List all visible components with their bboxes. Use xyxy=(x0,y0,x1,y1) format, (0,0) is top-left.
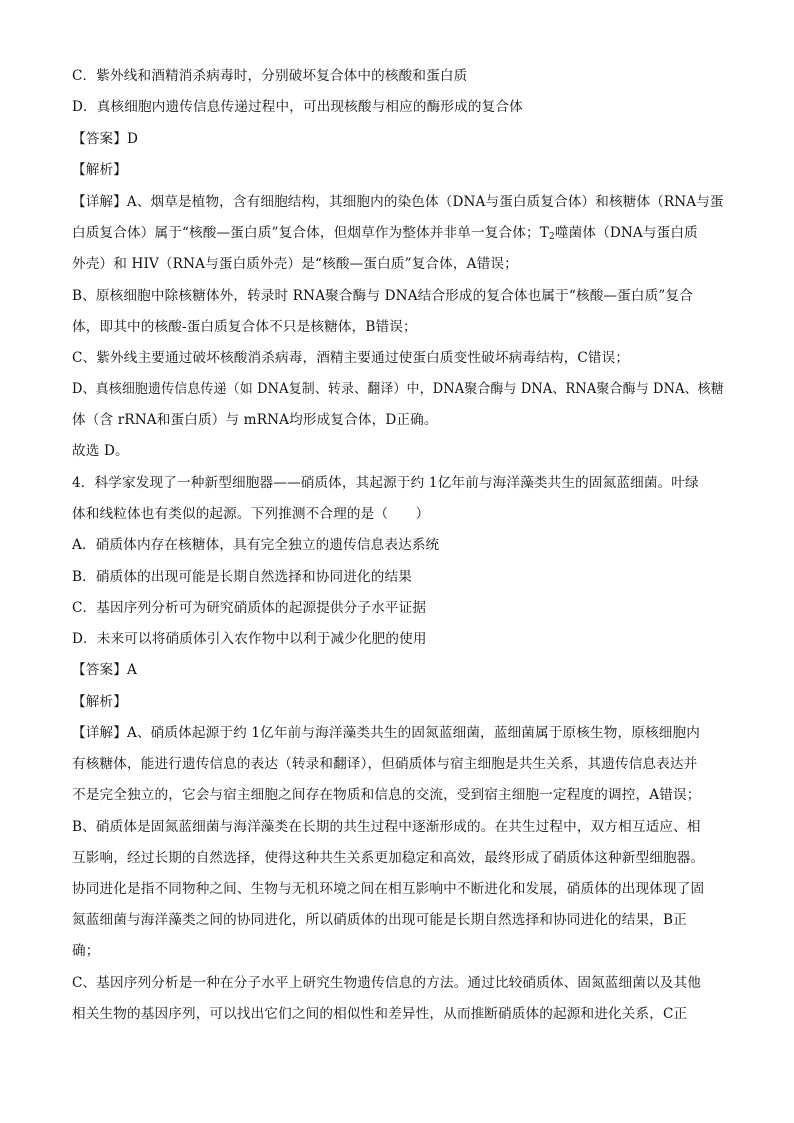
explanation-line: 不是完全独立的，它会与宿主细胞之间存在物质和信息的交流，受到宿主细胞一定程度的调控，A错误； xyxy=(72,787,701,803)
option-b: B．硝质体的出现可能是长期自然选择和协同进化的结果 xyxy=(72,569,412,585)
analysis-label-prev: 【解析】 xyxy=(72,162,127,178)
explanation-line: D、真核细胞遗传信息传递（如 DNA复制、转录、翻译）中，DNA聚合酶与 DNA、RNA聚合酶与 DNA、核糖 xyxy=(72,381,724,397)
explanation-line: 【详解】A、烟草是植物，含有细胞结构，其细胞内的染色体（DNA与蛋白质复合体）和核糖体（RNA与蛋 xyxy=(72,194,724,210)
question-4-stem: 体和线粒体也有类似的起源。下列推测不合理的是（ ） xyxy=(72,506,430,522)
option-c-prev: C．紫外线和酒精消杀病毒时，分别破坏复合体中的核酸和蛋白质 xyxy=(72,68,468,84)
explanation-line: 相关生物的基因序列，可以找出它们之间的相似性和差异性，从而推断硝质体的起源和进化关系，C正 xyxy=(72,1006,688,1022)
choice-conclusion: 故选 D。 xyxy=(72,443,129,459)
explanation-line: 体（含 rRNA和蛋白质）与 mRNA均形成复合体，D正确。 xyxy=(72,412,438,428)
explanation-line: 氮蓝细菌与海洋藻类之间的协同进化，所以硝质体的出现可能是长期自然选择和协同进化的结果，B正 xyxy=(72,912,687,928)
explanation-line: 确； xyxy=(72,943,100,959)
explanation-line-phage xyxy=(72,223,724,243)
phage-subscript: 2 xyxy=(548,232,555,242)
phage-text-after: 噬菌体（DNA与蛋白质 xyxy=(554,225,698,241)
answer-label-prev: 【答案】D xyxy=(72,131,139,147)
explanation-line: 互影响，经过长期的自然选择，使得这种共生关系更加稳定和高效，最终形成了硝质体这种新型细胞器。 xyxy=(72,850,705,866)
option-d-prev: D．真核细胞内遗传信息传递过程中，可出现核酸与相应的酶形成的复合体 xyxy=(72,99,523,115)
analysis-label: 【解析】 xyxy=(72,694,127,710)
explanation-line: B、硝质体是固氮蓝细菌与海洋藻类在长期的共生过程中逐渐形成的。在共生过程中，双方相互适应、相 xyxy=(72,819,701,835)
explanation-line: C、紫外线主要通过破坏核酸消杀病毒，酒精主要通过使蛋白质变性破坏病毒结构，C错误； xyxy=(72,350,630,366)
explanation-line: 有核糖体，能进行遗传信息的表达（转录和翻译），但硝质体与宿主细胞是共生关系，其遗传信息表达并 xyxy=(72,756,698,772)
explanation-line: C、基因序列分析是一种在分子水平上研究生物遗传信息的方法。通过比较硝质体、固氮蓝细菌以及其他 xyxy=(72,975,702,991)
question-4-stem: 4．科学家发现了一种新型细胞器——硝质体，其起源于约 1亿年前与海洋藻类共生的固氮蓝细菌。叶绿 xyxy=(72,475,699,491)
explanation-line: 外壳）和 HIV（RNA与蛋白质外壳）是“核酸—蛋白质”复合体，A错误； xyxy=(72,256,518,272)
explanation-line: 协同进化是指不同物种之间、生物与无机环境之间在相互影响中不断进化和发展，硝质体的出现体现了固 xyxy=(72,881,705,897)
option-d: D．未来可以将硝质体引入农作物中以利于减少化肥的使用 xyxy=(72,631,427,647)
answer-label: 【答案】A xyxy=(72,662,137,678)
option-a: A．硝质体内存在核糖体，具有完全独立的遗传信息表达系统 xyxy=(72,537,440,553)
explanation-line: 【详解】A、硝质体起源于约 1亿年前与海洋藻类共生的固氮蓝细菌，蓝细菌属于原核生物，原核细胞内 xyxy=(72,725,700,741)
option-c: C．基因序列分析可为研究硝质体的起源提供分子水平证据 xyxy=(72,600,427,616)
explanation-line: B、原核细胞中除核糖体外，转录时 RNA聚合酶与 DNA结合形成的复合体也属于“核酸—蛋白质”复合 xyxy=(72,288,693,304)
phage-text-before: 白质复合体）属于“核酸—蛋白质”复合体，但烟草作为整体并非单一复合体；T xyxy=(72,225,549,241)
explanation-line: 体，即其中的核酸-蛋白质复合体不只是核糖体，B错误； xyxy=(72,319,417,335)
